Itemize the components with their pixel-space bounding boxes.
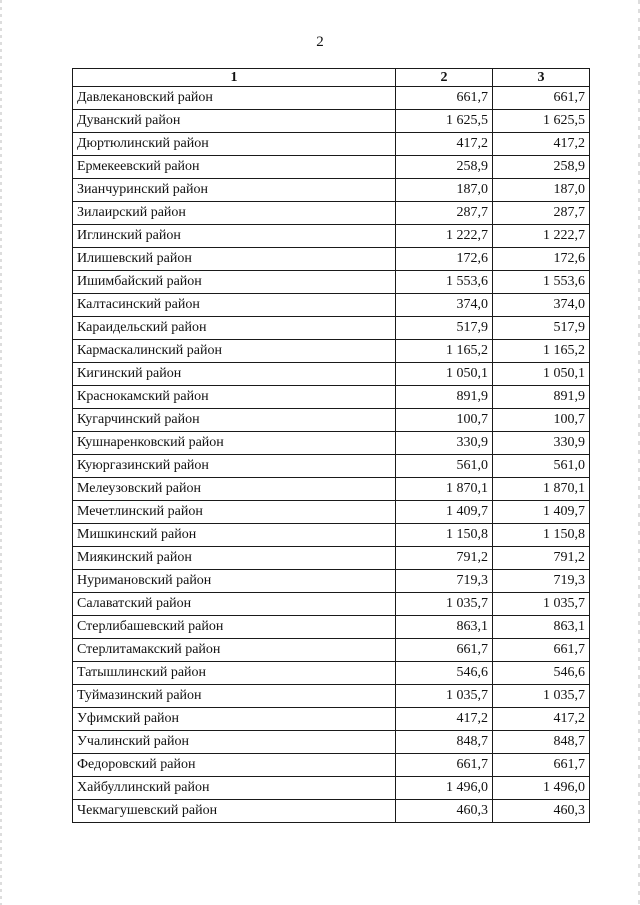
scan-edge-left [0,0,2,905]
table-row [73,616,590,639]
value-col-2-cell: 460,3 [396,800,493,823]
value-col-3-cell: 1 553,6 [493,271,590,294]
table-row [73,685,590,708]
district-name-cell: Чекмагушевский район [73,800,396,823]
value-col-2-cell: 848,7 [396,731,493,754]
table-row [73,248,590,271]
value-col-2-cell: 374,0 [396,294,493,317]
value-col-3-cell: 719,3 [493,570,590,593]
table-row [73,409,590,432]
district-name-cell: Стерлибашевский район [73,616,396,639]
value-col-2-cell: 791,2 [396,547,493,570]
value-col-3-cell: 417,2 [493,708,590,731]
value-col-2-cell: 330,9 [396,432,493,455]
value-col-2-cell: 661,7 [396,754,493,777]
district-name-cell: Стерлитамакский район [73,639,396,662]
page-number: 2 [316,34,324,50]
district-name-cell: Хайбуллинский район [73,777,396,800]
table-row [73,110,590,133]
value-col-3-cell: 1 035,7 [493,685,590,708]
value-col-3-cell: 287,7 [493,202,590,225]
district-name-cell: Ишимбайский район [73,271,396,294]
value-col-3-cell: 791,2 [493,547,590,570]
district-name-cell: Ермекеевский район [73,156,396,179]
value-col-3-cell: 848,7 [493,731,590,754]
value-col-3-cell: 1 625,5 [493,110,590,133]
district-name-cell: Учалинский район [73,731,396,754]
district-name-cell: Салаватский район [73,593,396,616]
value-col-2-cell: 1 625,5 [396,110,493,133]
district-name-cell: Калтасинский район [73,294,396,317]
header-col-2: 2 [396,69,493,87]
value-col-2-cell: 187,0 [396,179,493,202]
value-col-2-cell: 561,0 [396,455,493,478]
value-col-2-cell: 417,2 [396,133,493,156]
district-name-cell: Давлекановский район [73,87,396,110]
value-col-3-cell: 172,6 [493,248,590,271]
table-row [73,708,590,731]
table-row [73,800,590,823]
value-col-2-cell: 417,2 [396,708,493,731]
header-row [73,69,590,87]
table-row [73,547,590,570]
value-col-3-cell: 1 222,7 [493,225,590,248]
value-col-3-cell: 561,0 [493,455,590,478]
value-col-3-cell: 1 870,1 [493,478,590,501]
value-col-2-cell: 258,9 [396,156,493,179]
table-row [73,225,590,248]
value-col-3-cell: 258,9 [493,156,590,179]
table-row [73,294,590,317]
table-row [73,639,590,662]
district-name-cell: Нуримановский район [73,570,396,593]
district-name-cell: Зианчуринский район [73,179,396,202]
district-name-cell: Дюртюлинский район [73,133,396,156]
value-col-2-cell: 1 035,7 [396,593,493,616]
value-col-3-cell: 517,9 [493,317,590,340]
value-col-3-cell: 661,7 [493,87,590,110]
district-name-cell: Мечетлинский район [73,501,396,524]
table-row [73,501,590,524]
table-row [73,202,590,225]
value-col-3-cell: 100,7 [493,409,590,432]
table-header [73,69,590,87]
value-col-2-cell: 1 553,6 [396,271,493,294]
value-col-3-cell: 330,9 [493,432,590,455]
value-col-2-cell: 1 035,7 [396,685,493,708]
value-col-2-cell: 1 165,2 [396,340,493,363]
table-row [73,432,590,455]
value-col-2-cell: 719,3 [396,570,493,593]
value-col-2-cell: 1 222,7 [396,225,493,248]
value-col-3-cell: 187,0 [493,179,590,202]
value-col-2-cell: 661,7 [396,639,493,662]
table-row [73,754,590,777]
district-name-cell: Татышлинский район [73,662,396,685]
value-col-2-cell: 517,9 [396,317,493,340]
district-name-cell: Кугарчинский район [73,409,396,432]
table-row [73,478,590,501]
value-col-3-cell: 1 050,1 [493,363,590,386]
table-body [73,87,590,823]
value-col-3-cell: 661,7 [493,639,590,662]
value-col-2-cell: 100,7 [396,409,493,432]
value-col-3-cell: 1 496,0 [493,777,590,800]
value-col-2-cell: 891,9 [396,386,493,409]
district-name-cell: Краснокамский район [73,386,396,409]
table-row [73,156,590,179]
district-name-cell: Кармаскалинский район [73,340,396,363]
value-col-3-cell: 546,6 [493,662,590,685]
table-row [73,570,590,593]
value-col-2-cell: 1 496,0 [396,777,493,800]
table-row [73,179,590,202]
value-col-2-cell: 863,1 [396,616,493,639]
district-name-cell: Зилаирский район [73,202,396,225]
header-col-1: 1 [73,69,396,87]
district-name-cell: Илишевский район [73,248,396,271]
table-row [73,524,590,547]
table-row [73,317,590,340]
value-col-3-cell: 863,1 [493,616,590,639]
district-table [72,68,590,823]
district-name-cell: Кигинский район [73,363,396,386]
district-name-cell: Иглинский район [73,225,396,248]
district-name-cell: Дуванский район [73,110,396,133]
value-col-2-cell: 546,6 [396,662,493,685]
value-col-3-cell: 1 035,7 [493,593,590,616]
table-row [73,87,590,110]
value-col-2-cell: 1 870,1 [396,478,493,501]
value-col-3-cell: 374,0 [493,294,590,317]
district-name-cell: Федоровский район [73,754,396,777]
table-row [73,455,590,478]
table-row [73,386,590,409]
value-col-3-cell: 661,7 [493,754,590,777]
district-name-cell: Уфимский район [73,708,396,731]
table-row [73,340,590,363]
district-name-cell: Мишкинский район [73,524,396,547]
value-col-3-cell: 460,3 [493,800,590,823]
table-row [73,133,590,156]
value-col-2-cell: 1 150,8 [396,524,493,547]
value-col-3-cell: 891,9 [493,386,590,409]
value-col-2-cell: 287,7 [396,202,493,225]
header-col-3: 3 [493,69,590,87]
value-col-3-cell: 1 150,8 [493,524,590,547]
value-col-2-cell: 1 409,7 [396,501,493,524]
table-row [73,271,590,294]
table-row [73,662,590,685]
district-name-cell: Кушнаренковский район [73,432,396,455]
district-name-cell: Туймазинский район [73,685,396,708]
value-col-3-cell: 417,2 [493,133,590,156]
table-row [73,731,590,754]
value-col-2-cell: 172,6 [396,248,493,271]
table-row [73,777,590,800]
value-col-2-cell: 661,7 [396,87,493,110]
table-row [73,363,590,386]
district-name-cell: Мелеузовский район [73,478,396,501]
district-name-cell: Миякинский район [73,547,396,570]
value-col-2-cell: 1 050,1 [396,363,493,386]
value-col-3-cell: 1 165,2 [493,340,590,363]
value-col-3-cell: 1 409,7 [493,501,590,524]
district-name-cell: Караидельский район [73,317,396,340]
district-name-cell: Куюргазинский район [73,455,396,478]
table-row [73,593,590,616]
